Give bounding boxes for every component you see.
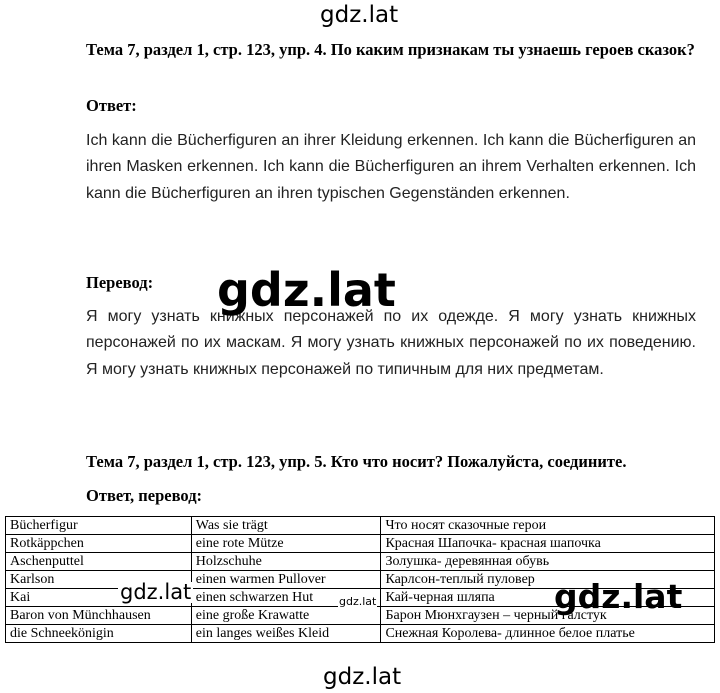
table-cell: Карлсон-теплый пуловер — [381, 571, 715, 589]
table-cell: Baron von Münchhausen — [6, 607, 192, 625]
watermark-center: gdz.lat — [217, 263, 396, 317]
table-row — [6, 625, 715, 643]
table-header-cell: Что носят сказочные герои — [381, 517, 715, 535]
table-cell: Aschenputtel — [6, 553, 192, 571]
table-cell: Барон Мюнхгаузен – черный галстук — [381, 607, 715, 625]
watermark-table-right: gdz.lat — [554, 577, 683, 616]
task1-answer-label: Ответ: — [86, 96, 137, 115]
table-row — [6, 535, 715, 553]
table-cell: eine große Krawatte — [191, 607, 381, 625]
table-cell: Кай-черная шляпа — [381, 589, 715, 607]
table-cell: Kai — [6, 589, 192, 607]
table-cell: Красная Шапочка- красная шапочка — [381, 535, 715, 553]
task1-answer-text: Ich kann die Bücherfiguren an ihrer Kleidung erkennen. Ich kann die Bücherfiguren an ihren Masken erkennen. Ich kann die Bücherfiguren an ihrem Verhalten erkennen. Ich kann die Bücherfiguren an ihren typischen Gegenständen erkennen. — [86, 132, 696, 202]
table-header-row — [6, 517, 715, 535]
table-cell: Karlson — [6, 571, 192, 589]
table-cell: einen schwarzen Hut — [191, 589, 381, 607]
task2-answer-label: Ответ, перевод: — [86, 486, 203, 505]
table-row — [6, 553, 715, 571]
task1-heading: Тема 7, раздел 1, стр. 123, упр. 4. По каким признакам ты узнаешь героев сказок? — [86, 40, 695, 59]
table-cell: Holzschuhe — [191, 553, 381, 571]
table-header-cell: Was sie trägt — [191, 517, 381, 535]
watermark-bottom: gdz.lat — [323, 664, 402, 690]
table-header-cell: Bücherfigur — [6, 517, 192, 535]
watermark-table-left: gdz.lat — [120, 580, 192, 604]
table-cell: Золушка- деревянная обувь — [381, 553, 715, 571]
table-cell: eine rote Mütze — [191, 535, 381, 553]
table-cell: einen warmen Pullover — [191, 571, 381, 589]
table-cell: die Schneekönigin — [6, 625, 192, 643]
task2-heading: Тема 7, раздел 1, стр. 123, упр. 5. Кто что носит? Пожалуйста, соедините. — [86, 452, 627, 471]
table-cell: Rotkäppchen — [6, 535, 192, 553]
task1-translation-text: Я могу узнать книжных персонажей по их одежде. Я могу узнать книжных персонажей по их маскам. Я могу узнать книжных персонажей по их поведению. Я могу узнать книжных персонажей по типичным для них предметам. — [86, 308, 696, 378]
task1-translation-label: Перевод: — [86, 273, 154, 292]
table-cell: ein langes weißes Kleid — [191, 625, 381, 643]
watermark-table-small: gdz.lat — [339, 595, 377, 608]
table-cell: Снежная Королева- длинное белое платье — [381, 625, 715, 643]
watermark-top: gdz.lat — [320, 2, 399, 28]
